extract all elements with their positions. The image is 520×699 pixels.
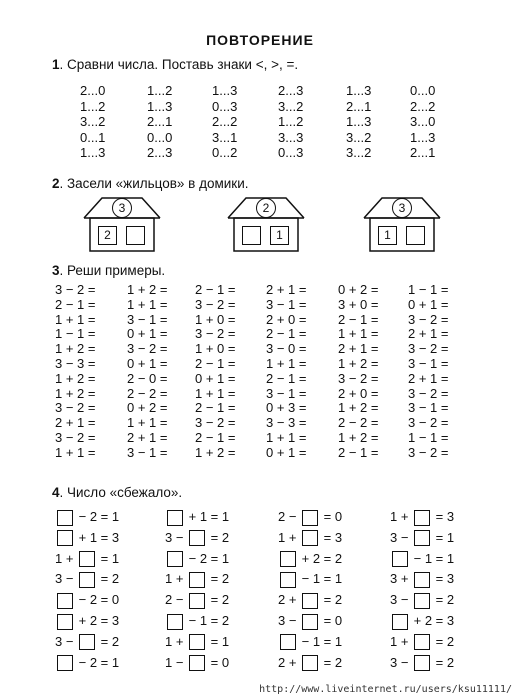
page-title: ПОВТОРЕНИЕ	[206, 32, 314, 48]
example-item: 3 − 2 =	[195, 415, 236, 431]
example-item: 3 − 2 =	[127, 341, 168, 357]
compare-item: 3...3	[278, 129, 304, 145]
example-item: 2 − 1 =	[195, 400, 236, 416]
example-item: 3 − 2 =	[55, 430, 96, 445]
compare-item: 2...0	[80, 83, 106, 98]
missing-item-suffix: = 3	[432, 509, 455, 524]
example-item: 1 + 2 =	[55, 341, 96, 357]
example-item: 3 − 0 =	[266, 341, 307, 357]
example-item: 2 + 1 =	[408, 326, 449, 342]
missing-item-suffix: + 1 = 3	[75, 529, 120, 545]
example-item: 2 − 2 =	[338, 415, 379, 431]
missing-item-suffix: − 2 = 1	[75, 509, 120, 524]
compare-item: 1...3	[147, 98, 173, 114]
task-4-heading	[52, 485, 182, 500]
task-2-number: 2	[52, 176, 60, 191]
answer-box[interactable]	[57, 530, 73, 546]
house	[226, 194, 306, 254]
answer-box[interactable]	[189, 593, 205, 609]
missing-item-suffix: = 2	[320, 592, 343, 608]
missing-number-item	[278, 571, 342, 588]
example-item: 3 − 2 =	[55, 282, 96, 297]
missing-item-prefix: 1 +	[55, 550, 78, 566]
missing-item-suffix: − 2 = 0	[75, 592, 120, 608]
example-item: 3 − 1 =	[127, 311, 168, 327]
example-item: 0 + 1 =	[127, 326, 168, 342]
missing-item-suffix: = 3	[432, 571, 455, 587]
missing-item-prefix: 1 +	[390, 633, 413, 649]
missing-item-suffix: = 1	[97, 550, 120, 566]
missing-number-item	[390, 634, 454, 651]
example-item: 2 + 0 =	[266, 311, 307, 327]
example-item: 0 + 1 =	[408, 296, 449, 312]
answer-box[interactable]	[189, 634, 205, 650]
example-item: 1 + 1 =	[338, 326, 379, 342]
example-item: 3 − 2 =	[338, 370, 379, 386]
example-item: 1 − 1 =	[408, 430, 449, 445]
missing-number-item	[55, 551, 119, 568]
answer-box[interactable]	[414, 634, 430, 650]
example-item: 3 − 2 =	[408, 385, 449, 401]
compare-item: 0...3	[278, 145, 304, 160]
missing-number-item	[55, 634, 119, 651]
missing-number-item	[55, 571, 119, 588]
answer-box[interactable]	[414, 655, 430, 671]
example-item: 3 − 3 =	[55, 356, 96, 371]
answer-box[interactable]	[79, 572, 95, 588]
missing-item-prefix: 3 −	[55, 571, 78, 587]
compare-item: 2...2	[410, 98, 436, 114]
missing-number-item	[165, 592, 229, 609]
missing-number-item	[278, 634, 342, 651]
example-item: 2 − 1 =	[195, 282, 236, 297]
compare-item: 3...2	[80, 114, 106, 129]
example-item: 2 − 1 =	[266, 370, 307, 386]
example-item: 1 + 2 =	[127, 282, 168, 297]
example-item: 0 + 2 =	[338, 282, 379, 297]
house-window-right[interactable]	[126, 226, 145, 245]
example-item: 1 + 1 =	[266, 430, 307, 445]
task-1-heading	[52, 57, 298, 72]
task-4-text: . Число «сбежало».	[59, 485, 183, 500]
answer-box[interactable]	[414, 572, 430, 588]
example-item: 2 − 1 =	[195, 430, 236, 445]
missing-number-item	[55, 613, 119, 630]
missing-number-item	[165, 613, 229, 630]
answer-box[interactable]	[392, 551, 408, 567]
missing-item-suffix: − 1 = 1	[298, 571, 343, 587]
answer-box[interactable]	[414, 510, 430, 526]
task-1-number: 1	[52, 57, 60, 72]
example-item: 3 − 3 =	[266, 415, 307, 431]
compare-item: 3...1	[212, 129, 238, 145]
missing-item-suffix: = 0	[320, 613, 343, 628]
missing-item-suffix: = 1	[207, 633, 230, 649]
compare-item: 0...0	[147, 129, 173, 145]
missing-item-suffix: = 2	[432, 633, 455, 649]
missing-item-prefix: 2 +	[278, 654, 301, 670]
example-item: 1 + 2 =	[338, 356, 379, 371]
compare-item: 0...1	[80, 129, 106, 145]
missing-item-suffix: + 2 = 2	[298, 550, 343, 566]
example-item: 0 + 1 =	[266, 444, 307, 460]
answer-box[interactable]	[414, 593, 430, 609]
example-item: 2 + 0 =	[338, 385, 379, 401]
compare-item: 1...2	[80, 98, 106, 114]
missing-number-item	[165, 530, 229, 547]
missing-item-suffix: = 2	[207, 529, 230, 545]
missing-item-suffix: − 1 = 1	[298, 633, 343, 649]
answer-box[interactable]	[280, 634, 296, 650]
answer-box[interactable]	[167, 510, 183, 526]
missing-item-prefix: 3 −	[390, 654, 413, 670]
answer-box[interactable]	[302, 530, 318, 546]
answer-box[interactable]	[414, 530, 430, 546]
missing-item-suffix: − 2 = 1	[75, 654, 120, 670]
missing-item-suffix: = 2	[320, 654, 343, 670]
missing-item-prefix: 3 −	[165, 529, 188, 545]
missing-number-item	[390, 509, 454, 526]
compare-item: 1...3	[346, 83, 372, 98]
missing-number-item	[390, 530, 454, 547]
answer-box[interactable]	[280, 572, 296, 588]
example-item: 1 + 2 =	[338, 400, 379, 416]
missing-item-prefix: 3 −	[390, 529, 413, 545]
missing-number-item	[55, 509, 119, 526]
compare-item: 0...3	[212, 98, 238, 114]
compare-item: 2...1	[346, 98, 372, 114]
missing-number-item	[165, 655, 229, 672]
missing-item-suffix: = 2	[97, 571, 120, 587]
missing-number-item	[165, 571, 229, 588]
example-item: 3 − 1 =	[266, 385, 307, 401]
example-item: 0 + 3 =	[266, 400, 307, 416]
example-item: 2 + 1 =	[338, 341, 379, 357]
missing-item-prefix: 1 −	[165, 654, 188, 670]
example-item: 1 − 1 =	[408, 282, 449, 297]
example-item: 3 − 2 =	[55, 400, 96, 416]
example-item: 3 − 2 =	[195, 296, 236, 312]
missing-item-suffix: = 3	[320, 529, 343, 545]
example-item: 3 − 1 =	[408, 400, 449, 416]
compare-item: 0...2	[212, 145, 238, 160]
house	[362, 194, 442, 254]
task-3-text: . Реши примеры.	[59, 263, 166, 278]
missing-item-suffix: = 1	[432, 529, 455, 545]
missing-item-prefix: 2 −	[278, 509, 301, 524]
example-item: 1 + 1 =	[127, 296, 168, 312]
compare-item: 3...2	[346, 129, 372, 145]
house-window-left[interactable]: 1	[378, 226, 397, 245]
example-item: 3 + 0 =	[338, 296, 379, 312]
answer-box[interactable]	[57, 510, 73, 526]
missing-item-prefix: 1 +	[278, 529, 301, 545]
house-roof-number: 3	[392, 198, 412, 218]
compare-item: 1...2	[278, 114, 304, 129]
answer-box[interactable]	[392, 614, 408, 630]
example-item: 1 + 2 =	[195, 444, 236, 460]
example-item: 1 + 1 =	[195, 385, 236, 401]
missing-number-item	[390, 655, 454, 672]
missing-item-suffix: + 1 = 1	[185, 509, 230, 524]
missing-item-suffix: − 1 = 1	[410, 550, 455, 566]
compare-item: 1...3	[212, 83, 238, 98]
example-item: 2 + 1 =	[55, 415, 96, 431]
answer-box[interactable]	[167, 614, 183, 630]
example-item: 2 + 1 =	[408, 370, 449, 386]
missing-number-item	[278, 613, 342, 630]
example-item: 0 + 2 =	[127, 400, 168, 416]
house	[82, 194, 162, 254]
example-item: 2 − 1 =	[55, 296, 96, 312]
example-item: 1 − 1 =	[55, 326, 96, 342]
compare-item: 1...2	[147, 83, 173, 98]
missing-item-prefix: 2 −	[165, 592, 188, 608]
compare-item: 1...3	[346, 114, 372, 129]
task-2-text: . Засели «жильцов» в домики.	[59, 176, 249, 191]
missing-number-item	[390, 571, 454, 588]
missing-number-item	[390, 592, 454, 609]
missing-item-prefix: 1 +	[390, 509, 413, 524]
example-item: 2 − 1 =	[195, 356, 236, 371]
example-item: 1 + 2 =	[55, 385, 96, 401]
missing-number-item	[278, 530, 342, 547]
answer-box[interactable]	[79, 551, 95, 567]
watermark-url: http://www.liveinternet.ru/users/ksu11111/	[259, 684, 512, 695]
example-item: 3 − 2 =	[408, 311, 449, 327]
house-roof-number: 3	[112, 198, 132, 218]
compare-item: 2...3	[278, 83, 304, 98]
missing-item-suffix: = 0	[320, 509, 343, 524]
house-window-left[interactable]: 2	[98, 226, 117, 245]
answer-box[interactable]	[57, 593, 73, 609]
example-item: 2 − 1 =	[338, 444, 379, 460]
missing-number-item	[55, 530, 119, 547]
example-item: 3 − 2 =	[408, 415, 449, 431]
missing-item-prefix: 3 −	[390, 592, 413, 608]
example-item: 1 + 1 =	[55, 444, 96, 460]
compare-item: 3...2	[346, 145, 372, 160]
answer-box[interactable]	[57, 655, 73, 671]
missing-item-suffix: = 2	[207, 571, 230, 587]
missing-number-item	[55, 592, 119, 609]
missing-item-suffix: = 2	[432, 592, 455, 608]
missing-item-suffix: − 2 = 1	[185, 550, 230, 566]
answer-box[interactable]	[189, 655, 205, 671]
example-item: 3 − 2 =	[408, 341, 449, 357]
example-item: 3 − 1 =	[266, 296, 307, 312]
example-item: 2 − 0 =	[127, 370, 168, 386]
answer-box[interactable]	[79, 634, 95, 650]
example-item: 2 − 2 =	[127, 385, 168, 401]
task-2-heading	[52, 176, 249, 191]
compare-item: 2...1	[410, 145, 436, 160]
answer-box[interactable]	[302, 593, 318, 609]
house-roof-number: 2	[256, 198, 276, 218]
example-item: 3 − 1 =	[408, 356, 449, 371]
task-3-number: 3	[52, 263, 60, 278]
house-window-right[interactable]	[406, 226, 425, 245]
example-item: 0 + 1 =	[127, 356, 168, 371]
example-item: 0 + 1 =	[195, 370, 236, 386]
compare-item: 2...3	[147, 145, 173, 160]
missing-number-item	[55, 655, 119, 672]
answer-box[interactable]	[302, 614, 318, 630]
missing-item-prefix: 3 −	[55, 633, 78, 649]
compare-item: 3...0	[410, 114, 436, 129]
house-window-right[interactable]: 1	[270, 226, 289, 245]
example-item: 3 − 2 =	[408, 444, 449, 460]
task-1-text: . Сравни числа. Поставь знаки <, >, =.	[59, 57, 299, 72]
missing-number-item	[278, 551, 342, 568]
answer-box[interactable]	[189, 530, 205, 546]
missing-item-prefix: 1 +	[165, 571, 188, 587]
missing-number-item	[390, 551, 454, 568]
task-3-heading	[52, 263, 165, 278]
missing-item-suffix: = 2	[432, 654, 455, 670]
missing-item-prefix: 2 +	[278, 592, 301, 608]
answer-box[interactable]	[57, 614, 73, 630]
missing-number-item	[278, 509, 342, 526]
answer-box[interactable]	[167, 551, 183, 567]
example-item: 1 + 0 =	[195, 341, 236, 357]
missing-number-item	[165, 634, 229, 651]
example-item: 1 + 1 =	[266, 356, 307, 371]
compare-item: 2...1	[147, 114, 173, 129]
compare-item: 1...3	[410, 129, 436, 145]
answer-box[interactable]	[302, 510, 318, 526]
answer-box[interactable]	[280, 551, 296, 567]
missing-number-item	[278, 655, 342, 672]
example-item: 1 + 2 =	[338, 430, 379, 445]
compare-item: 2...2	[212, 114, 238, 129]
example-item: 1 + 1 =	[127, 415, 168, 431]
house-window-left[interactable]	[242, 226, 261, 245]
missing-item-suffix: = 2	[97, 633, 120, 649]
example-item: 2 − 1 =	[338, 311, 379, 327]
missing-item-prefix: 3 +	[390, 571, 413, 587]
task-4-number: 4	[52, 485, 60, 500]
example-item: 1 + 1 =	[55, 311, 96, 327]
example-item: 3 − 2 =	[195, 326, 236, 342]
example-item: 1 + 2 =	[55, 370, 96, 386]
missing-item-suffix: + 2 = 3	[75, 613, 120, 628]
missing-number-item	[278, 592, 342, 609]
missing-item-suffix: = 0	[207, 654, 230, 670]
answer-box[interactable]	[302, 655, 318, 671]
missing-item-suffix: = 2	[207, 592, 230, 608]
missing-item-suffix: − 1 = 2	[185, 613, 230, 628]
missing-item-suffix: + 2 = 3	[410, 613, 455, 628]
example-item: 2 + 1 =	[127, 430, 168, 445]
example-item: 2 + 1 =	[266, 282, 307, 297]
answer-box[interactable]	[189, 572, 205, 588]
missing-number-item	[165, 509, 229, 526]
example-item: 3 − 1 =	[127, 444, 168, 460]
compare-item: 3...2	[278, 98, 304, 114]
compare-item: 0...0	[410, 83, 436, 98]
compare-item: 1...3	[80, 145, 106, 160]
missing-item-prefix: 3 −	[278, 613, 301, 628]
missing-number-item	[390, 613, 454, 630]
missing-number-item	[165, 551, 229, 568]
example-item: 2 − 1 =	[266, 326, 307, 342]
example-item: 1 + 0 =	[195, 311, 236, 327]
missing-item-prefix: 1 +	[165, 633, 188, 649]
